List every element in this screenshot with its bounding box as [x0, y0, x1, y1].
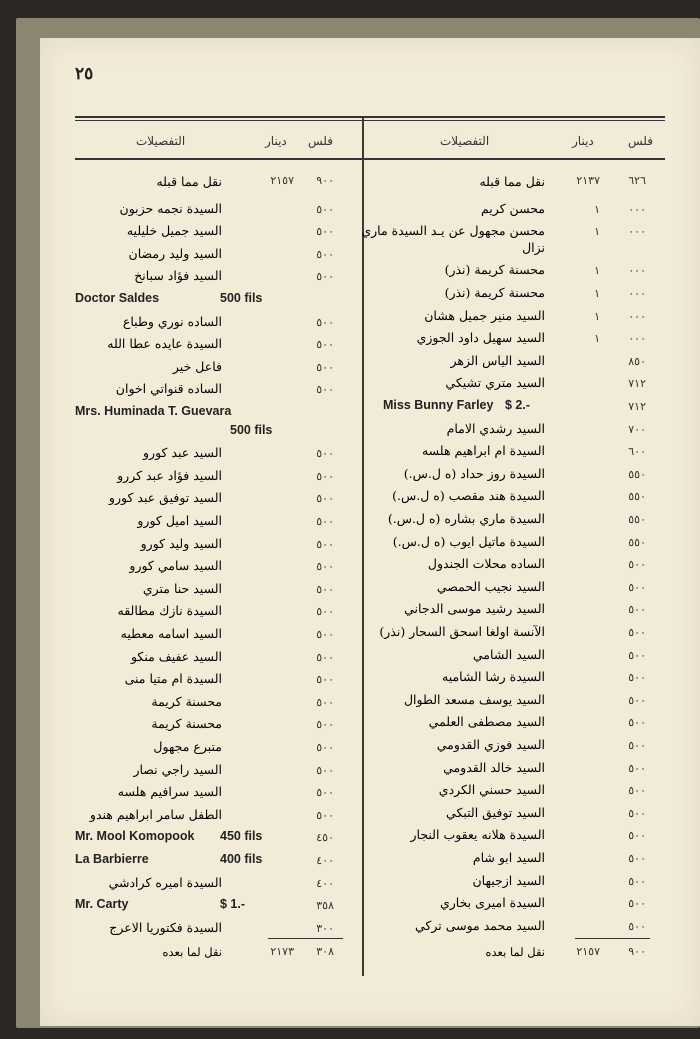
amount-dinar: ١ [594, 264, 600, 278]
donor-name: الساده محلات الجندول [427, 556, 545, 572]
amount-fils: ٥٥٠ [628, 490, 646, 504]
donor-name: السيدة عايده عطا الله [107, 336, 222, 352]
amount-fils: ٥٥٠ [628, 513, 646, 526]
amount-dinar: ١ [594, 202, 600, 216]
donor-name: السيد منير جميل هشان [424, 307, 545, 323]
left-header-details: التفصيلات [136, 134, 186, 148]
amount-fils: ٥٠٠ [316, 202, 334, 216]
donor-name-latin: La Barbierre [75, 852, 149, 866]
amount-fils: ٤٥٠ [316, 831, 334, 845]
right_column-carry-out-detail: نقل لما بعده [485, 945, 545, 959]
ledger-page [40, 38, 700, 1026]
donor-name-cont: نزال [522, 239, 545, 255]
amount-fils: ٥٠٠ [316, 225, 334, 239]
amount-fils: ٥٠٠ [316, 605, 334, 619]
donor-name: السيد عبد كورو [143, 445, 222, 461]
donor-name: السيد حسني الكردي [438, 782, 545, 798]
amount-dinar: ١ [594, 332, 600, 346]
donor-name: متبرع مجهول [153, 739, 222, 754]
amount-fils: ٠٠٠ [628, 287, 646, 300]
amount-fils: ٥٠٠ [316, 360, 334, 374]
page-number: ٢٥ [75, 64, 94, 84]
amount-dinar: ١ [594, 225, 600, 239]
left_column-carry-in-detail: نقل مما قبله [156, 174, 222, 189]
amount-fils: ٠٠٠ [628, 225, 646, 239]
amount-fils: ٥٠٠ [316, 650, 334, 664]
amount-fils: ٥٠٠ [316, 786, 334, 800]
donor-name: السيد محمد موسى تركي [414, 917, 545, 933]
donor-amount-latin: 500 fils [230, 422, 273, 437]
amount-fils: ٥٠٠ [628, 897, 646, 911]
amount-fils: ٧١٢ [628, 400, 646, 413]
left-header-dinar: دينار [265, 134, 287, 148]
left-header-fils: فلس [308, 134, 334, 148]
donor-name-latin: Doctor Saldes [75, 291, 160, 305]
header-rule-top [75, 116, 665, 118]
donor-name: السيد متري تشيكي [445, 375, 545, 391]
amount-fils: ٥٠٠ [316, 695, 334, 709]
donor-name: السيد رشدي الامام [446, 420, 545, 436]
amount-fils: ٥٠٠ [628, 739, 646, 752]
donor-name: محسن مجهول عن يـد السيدة ماري [361, 223, 545, 239]
amount-fils: ٥٠٠ [628, 919, 646, 933]
amount-fils: ٤٠٠ [316, 876, 334, 890]
donor-name: محسنة كريمة (نذر) [444, 262, 545, 278]
amount-fils: ٠٠٠ [628, 309, 646, 323]
header-rule-top-thin [75, 120, 665, 121]
amount-fils: ٥٠٠ [628, 648, 646, 662]
amount-fils: ٥٠٠ [628, 693, 646, 707]
donor-name: السيدة روز حداد (ه ل.س.) [403, 465, 545, 481]
donor-name: السيدة هند مقصب (ه ل.س.) [392, 488, 545, 504]
left_column-carry-out-detail: نقل لما بعده [162, 945, 222, 959]
amount-fils: ٦٠٠ [628, 445, 646, 459]
amount-fils: ٧٠٠ [628, 422, 646, 436]
amount-fils: ٨٥٠ [628, 354, 646, 368]
amount-fils: ٣٠٠ [316, 921, 334, 935]
amount-fils: ٠٠٠ [628, 264, 646, 278]
amount-fils: ٥٠٠ [316, 763, 334, 777]
donor-name: السيد فوزي القدومي [436, 737, 545, 752]
donor-name: السيدة رشا الشاميه [442, 669, 545, 685]
amount-fils: ٥٠٠ [628, 784, 646, 798]
donor-name: السيدة هلانه يعقوب النجار [410, 827, 545, 843]
donor-name-latin: Miss Bunny Farley [383, 398, 494, 412]
donor-name: السيد ابو شام [472, 850, 545, 865]
amount-fils: ٥٥٠ [628, 467, 646, 481]
amount-fils: ٥٠٠ [316, 560, 334, 574]
donor-name: محسن كريم [480, 200, 545, 216]
amount-fils: ٥٠٠ [316, 673, 334, 687]
donor-name: السيدة فكتوريا الاعرج [109, 919, 222, 935]
donor-name: السيد سهيل داود الجوزي [416, 330, 545, 346]
left_column-carry-in-dinar: ٢١٥٧ [270, 174, 294, 187]
amount-fils: ٥٠٠ [316, 447, 334, 461]
right_column-carry-out-dinar: ٢١٥٧ [576, 945, 600, 958]
amount-fils: ٥٠٠ [628, 558, 646, 572]
donor-name: السيد حنا متري [142, 580, 222, 596]
right_column-carry-in-dinar: ٢١٣٧ [576, 174, 600, 187]
donor-name: السيد سامي كورو [129, 558, 222, 574]
right_column-carry-in-detail: نقل مما قبله [479, 174, 545, 189]
donor-name: السيد خالد القدومي [443, 759, 545, 775]
amount-dinar: ١ [594, 287, 600, 300]
amount-fils: ٥٠٠ [316, 718, 334, 732]
amount-fils: ٣٥٨ [316, 899, 334, 913]
column-separator [362, 118, 364, 976]
donor-name: السيد توفيق عبد كورو [108, 490, 222, 506]
donor-name: السيد نجيب الحمصي [436, 578, 545, 594]
amount-fils: ٥٠٠ [628, 852, 646, 865]
amount-fils: ٥٠٠ [628, 626, 646, 639]
donor-name: السيدة ماتيل ايوب (ه ل.س.) [392, 533, 545, 549]
donor-name: السيد اميل كورو [137, 513, 222, 528]
amount-fils: ٥٠٠ [316, 537, 334, 551]
donor-name: السيد فؤاد سبانخ [134, 268, 222, 284]
donor-name: السيدة اميره كرادشي [108, 874, 222, 890]
amount-fils: ٥٠٠ [628, 761, 646, 775]
amount-fils: ٥٠٠ [628, 829, 646, 843]
donor-amount-latin: $ 2.- [505, 398, 531, 412]
donor-name: السيد راجي نصار [133, 761, 222, 777]
donor-name: الساده نوري وطباع [122, 313, 222, 329]
donor-name: محسنة كريمة [151, 716, 222, 732]
right-header-details: التفصيلات [440, 134, 490, 148]
donor-name: السيد عفيف منكو [130, 648, 222, 664]
donor-name: السيدة ماري بشاره (ه ل.س.) [387, 511, 545, 526]
amount-fils: ٥٠٠ [316, 515, 334, 528]
donor-name: السيد اسامه معطيه [120, 626, 222, 641]
donor-name: محسنة كريمة (نذر) [444, 285, 545, 300]
donor-name: فاعل خير [172, 358, 222, 374]
right-header-fils: فلس [628, 134, 654, 148]
donor-name: الطفل سامر ابراهيم هندو [89, 806, 222, 822]
donor-name: الآنسة اولغا اسحق السحار (نذر) [379, 624, 545, 639]
amount-fils: ٠٠٠ [628, 202, 646, 216]
donor-name: السيد وليد رمضان [128, 245, 222, 261]
donor-name: محسنة كريمة [151, 693, 222, 709]
donor-name: السيد سرافيم هلسه [117, 784, 222, 800]
amount-fils: ٤٠٠ [316, 854, 334, 867]
donor-name: السيدة ام ابراهيم هلسه [421, 443, 545, 459]
donor-name: السيدة ام متيا منى [124, 671, 222, 687]
donor-name: السيد مصطفى العلمي [428, 714, 545, 730]
amount-fils: ٥٠٠ [628, 716, 646, 730]
amount-fils: ٥٠٠ [628, 603, 646, 617]
amount-fils: ٥٠٠ [316, 582, 334, 596]
amount-fils: ٧١٢ [628, 377, 646, 391]
right_column-carry-out-fils: ٩٠٠ [628, 945, 646, 958]
left_column-carry-out-fils: ٣٠٨ [316, 945, 334, 958]
donor-name: الساده قنواتي اخوان [115, 381, 222, 397]
donor-name: السيد توفيق التبكي [446, 804, 545, 820]
donor-amount-latin: $ 1.- [220, 897, 246, 912]
donor-name-latin: Mr. Mool Komopook [75, 829, 195, 844]
amount-fils: ٥٠٠ [316, 270, 334, 284]
donor-name: السيد الشامي [472, 646, 545, 662]
donor-name: السيد ازجيهان [472, 872, 545, 888]
amount-fils: ٥٠٠ [628, 580, 646, 594]
left_column-carry-out-dinar: ٢١٧٣ [270, 945, 294, 958]
donor-name: السيد رشيد موسى الدجاني [404, 601, 545, 617]
amount-fils: ٥٠٠ [316, 247, 334, 261]
donor-name: السيد جميل خليليه [126, 223, 222, 239]
amount-fils: ٥٠٠ [628, 806, 646, 820]
amount-fils: ٥٠٠ [316, 469, 334, 483]
donor-name: السيد فؤاد عبد كررو [117, 467, 222, 483]
donor-name-latin: Mr. Carty [75, 897, 129, 912]
amount-fils: ٥٠٠ [316, 315, 334, 329]
amount-fils: ٥٠٠ [316, 383, 334, 397]
amount-dinar: ١ [594, 309, 600, 323]
amount-fils: ٥٠٠ [628, 671, 646, 685]
donor-name: السيد الياس الزهر [450, 352, 545, 368]
donor-name: السيدة نازك مطالقه [117, 603, 222, 619]
amount-fils: ٥٠٠ [316, 741, 334, 754]
donor-name: السيد وليد كورو [140, 535, 222, 551]
amount-fils: ٥٠٠ [628, 874, 646, 888]
amount-fils: ٥٠٠ [316, 628, 334, 641]
donor-name: السيد يوسف مسعد الطوال [403, 691, 545, 707]
right_column-carry-in-fils: ٦٢٦ [628, 174, 646, 187]
donor-name-latin: Mrs. Huminada T. Guevara [75, 404, 232, 418]
amount-fils: ٠٠٠ [628, 332, 646, 346]
amount-fils: ٥٠٠ [316, 492, 334, 506]
donor-name: السيدة نجمه حزبون [119, 200, 222, 216]
donor-name: السيدة اميرى بخاري [439, 895, 545, 911]
header-rule-bottom [75, 158, 665, 160]
right-header-dinar: دينار [572, 134, 594, 148]
right-total-rule [575, 938, 650, 939]
amount-fils: ٥٠٠ [316, 338, 334, 352]
amount-fils: ٥٥٠ [628, 535, 646, 549]
donor-amount-latin: 500 fils [220, 291, 263, 305]
left-total-rule [268, 938, 343, 939]
left_column-carry-in-fils: ٩٠٠ [316, 174, 334, 187]
amount-fils: ٥٠٠ [316, 808, 334, 822]
donor-amount-latin: 450 fils [220, 829, 263, 844]
donor-amount-latin: 400 fils [220, 852, 263, 866]
